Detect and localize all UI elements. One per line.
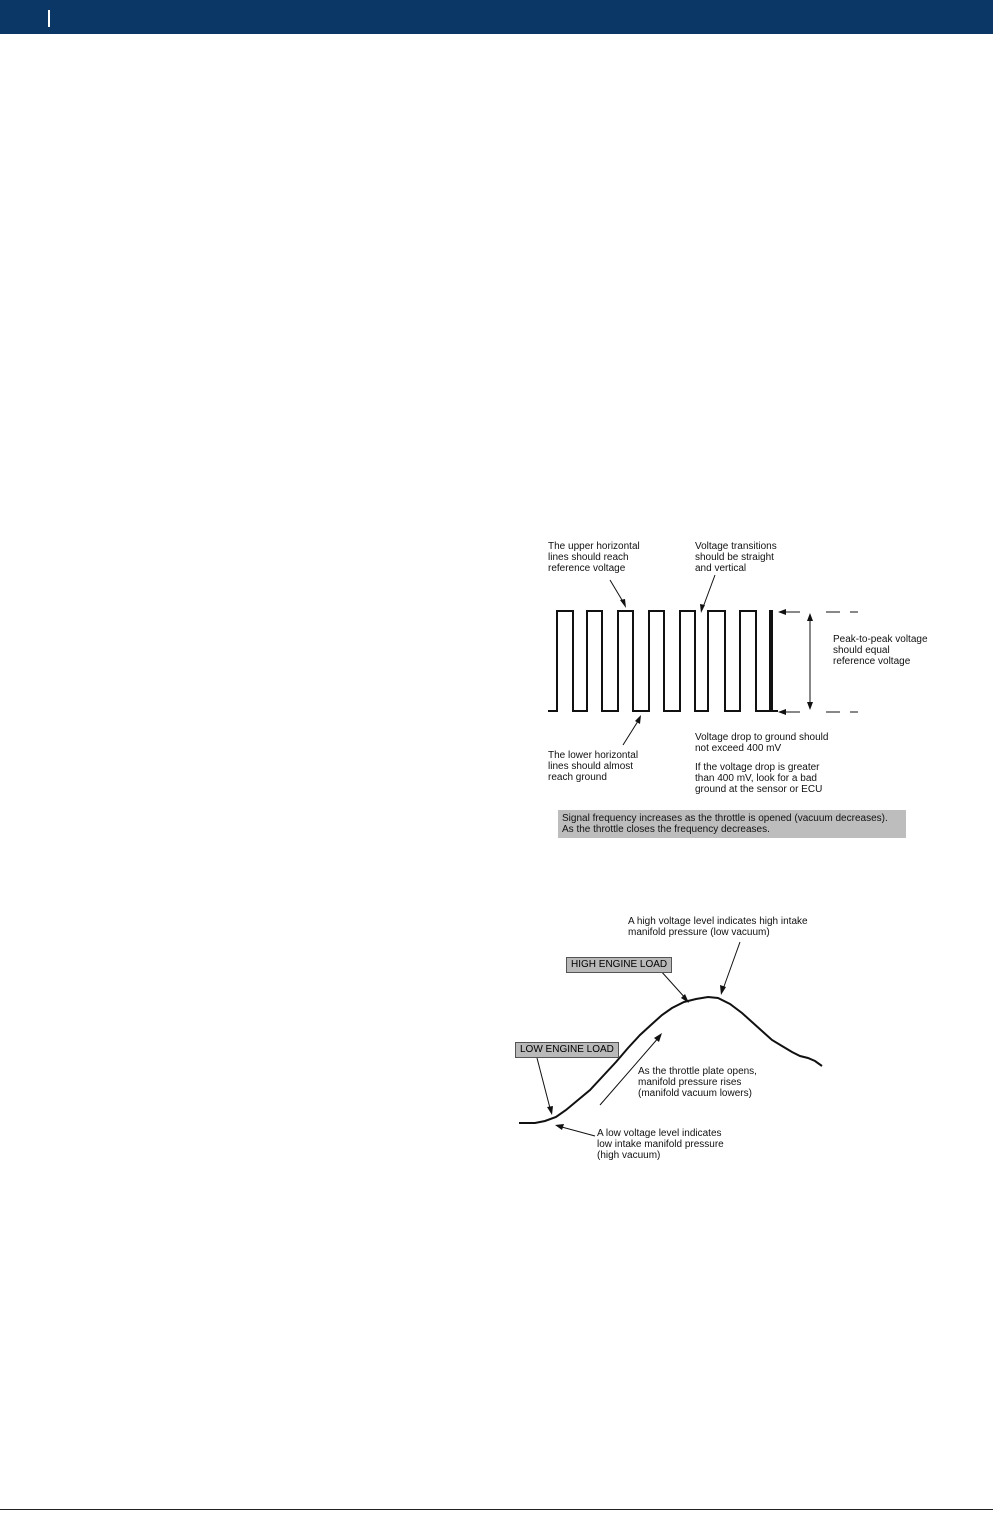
low-engine-load-tag: LOW ENGINE LOAD [515,1042,619,1058]
voltage-drop-label: Voltage drop to ground should not exceed 400 mV [695,732,829,754]
high-voltage-pointer-head [720,985,726,995]
footer-rule [0,1509,993,1510]
peak-to-peak-label: Peak-to-peak voltage should equal reference voltage [833,634,928,667]
high-engine-load-tag: HIGH ENGINE LOAD [566,957,672,973]
high-voltage-pointer [722,942,740,992]
throttle-pointer-head [654,1033,662,1042]
upper-lines-label: The upper horizontal lines should reach reference voltage [548,541,640,574]
transitions-label: Voltage transitions should be straight and vertical [695,541,777,574]
low-voltage-pointer-head [555,1124,564,1130]
high-voltage-label: A high voltage level indicates high intake manifold pressure (low vacuum) [628,916,808,938]
low-load-pointer-head [547,1106,553,1115]
low-voltage-label: A low voltage level indicates low intake manifold pressure (high vacuum) [597,1128,724,1161]
low-load-pointer [537,1058,551,1112]
high-load-pointer [660,970,687,1000]
signal-frequency-caption: Signal frequency increases as the throttle is opened (vacuum decreases). As the throttle closes the frequency decreases. [558,810,906,838]
throttle-opens-label: As the throttle plate opens, manifold pressure rises (manifold vacuum lowers) [638,1066,757,1099]
low-voltage-pointer [558,1126,595,1136]
lower-lines-label: The lower horizontal lines should almost reach ground [548,750,639,783]
analog-signal-trace [519,997,822,1123]
bad-ground-label: If the voltage drop is greater than 400 mV, look for a bad ground at the sensor or ECU [695,762,823,795]
